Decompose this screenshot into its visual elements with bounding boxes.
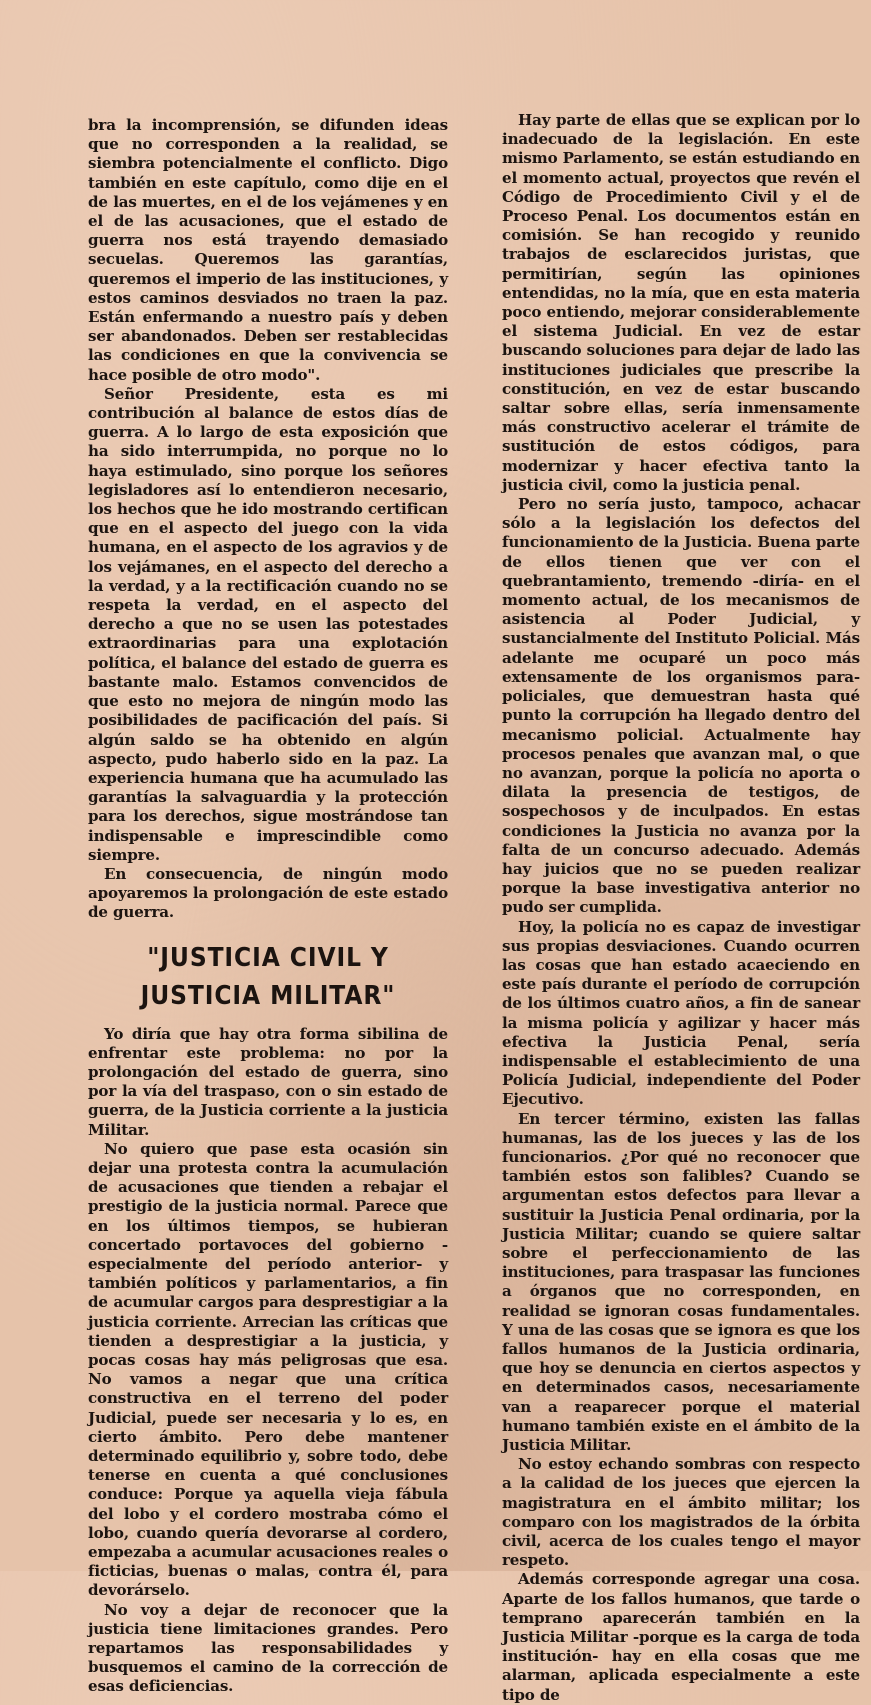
paragraph: bra la incomprensión, se difunden ideas que no corresponden a la realidad, se siembra potencialmente el conflicto. Digo también en este capítulo, como dije en el de las muertes, en el de los vejámenes y en el de las acusaciones, que el estado de guerra nos está trayendo demasiado secuelas. Queremos las garantías, queremos el imperio de las instituciones, y estos caminos desviados no traen la paz. Están enfermando a nuestro país y deben ser abandonados. Deben ser restablecidas las condiciones en que la convivencia se hace posible de otro modo". xyxy=(88,116,448,384)
paragraph: Hoy, la policía no es capaz de investigar sus propias desviaciones. Cuando ocurren las cosas que han estado acaeciendo en este país durante el período de corrupción de los últimos cuatro años, a fin de sanear la misma policía y agilizar y hacer más efectiva la Justicia Penal, sería indispensable el establecimiento de una Policía Judicial, independiente del Poder Ejecutivo. xyxy=(502,917,860,1109)
paragraph: Hay parte de ellas que se explican por lo inadecuado de la legislación. En este mismo Parlamento, se están estudiando en el momento actual, proyectos que revén el Código de Procedimiento Civil y el de Proceso Penal. Los documentos están en comisión. Se han recogido y reunido trabajos de esclarecidos juristas, que permitirían, según las opiniones entendidas, no la mía, que en esta materia poco entiendo, mejorar considerablemente el sistema Judicial. En vez de estar buscando soluciones para dejar de lado las instituciones judiciales que prescribe la constitución, en vez de estar buscando saltar sobre ellas, sería inmensamente más constructivo acelerar el trámite de sustitución de estos códigos, para modernizar y hacer efectiva tanto la justicia civil, como la justicia penal. xyxy=(502,111,860,494)
paragraph: Además corresponde agregar una cosa. Aparte de los fallos humanos, que tarde o temprano aparecerán también en la Justicia Militar -porque es la carga de toda institución- hay en ella cosas que me alarman, aplicada especialmente a este tipo de xyxy=(502,1570,860,1704)
paragraph: No estoy echando sombras con respecto a la calidad de los jueces que ejercen la magistratura en el ámbito militar; los comparo con los magistrados de la órbita civil, acerca de los cuales tengo el mayor respeto. xyxy=(502,1455,860,1570)
paragraph: En consecuencia, de ningún modo apoyaremos la prolongación de este estado de guerra. xyxy=(88,864,448,922)
paragraph: Yo diría que hay otra forma sibilina de enfrentar este problema: no por la prolongación del estado de guerra, sino por la vía del traspaso, con o sin estado de guerra, de la Justicia corriente a la justicia Militar. xyxy=(88,1024,448,1139)
paragraph: No quiero que pase esta ocasión sin dejar una protesta contra la acumulación de acusaciones que tienden a rebajar el prestigio de la justicia normal. Parece que en los últimos tiempos, se hubieran concertado portavoces del gobierno -especialmente del período anterior- y también políticos y parlamentarios, a fin de acumular cargos para desprestigiar a la justicia corriente. Arrecian las críticas que tienden a desprestigiar a la justicia, y pocas cosas hay más peligrosas que esa. No vamos a negar que una crítica constructiva en el terreno del poder Judicial, puede ser necesaria y lo es, en cierto ámbito. Pero debe mantener determinado equilibrio y, sobre todo, debe tenerse en cuenta a qué conclusiones conduce: Porque ya aquella vieja fábula del lobo y el cordero mostraba cómo el lobo, cuando quería devorarse al cordero, empezaba a acumular acusaciones reales o ficticias, buenas o malas, contra él, para devorárselo. xyxy=(88,1139,448,1600)
paragraph: Pero no sería justo, tampoco, achacar sólo a la legislación los defectos del funcionamiento de la Justicia. Buena parte de ellos tienen que ver con el quebrantamiento, tremendo -diría- en el momento actual, de los mecanismos de asistencia al Poder Judicial, y sustancialmente del Instituto Policial. Más adelante me ocuparé un poco más extensamente de los organismos para-policiales, que demuestran hasta qué punto la corrupción ha llegado dentro del mecanismo policial. Actualmente hay procesos penales que avanzan mal, o que no avanzan, porque la policía no aporta o dilata la presencia de testigos, de sospechosos y de inculpados. En estas condiciones la Justicia no avanza por la falta de un concurso adecuado. Además hay juicios que no se pueden realizar porque la base investigativa anterior no pudo ser cumplida. xyxy=(502,495,860,917)
right-column xyxy=(502,111,860,1705)
paragraph: En tercer término, existen las fallas humanas, las de los jueces y las de los funcionarios. ¿Por qué no reconocer que también estos son falibles? Cuando se argumentan estos defectos para llevar a sustituir la Justicia Penal ordinaria, por la Justicia Militar; cuando se quiere saltar sobre el perfeccionamiento de las instituciones, para traspasar las funciones a órganos que no corresponden, en realidad se ignoran cosas fundamentales. Y una de las cosas que se ignora es que los fallos humanos de la Justicia ordinaria, que hoy se denuncia en ciertos aspectos y en determinados casos, necesariamente van a reaparecer porque el material humano también existe en el ámbito de la Justicia Militar. xyxy=(502,1109,860,1455)
paragraph: Señor Presidente, esta es mi contribución al balance de estos días de guerra. A lo largo de esta exposición que ha sido interrumpida, no porque no lo haya estimulado, sino porque los señores legisladores así lo entendieron necesario, los hechos que he ido mostrando certifican que en el aspecto del juego con la vida humana, en el aspecto de los agravios y de los vejámanes, en el aspecto del derecho a la verdad, y a la rectificación cuando no se respeta la verdad, en el aspecto del derecho a que no se usen las potestades extraordinarias para una explotación política, el balance del estado de guerra es bastante malo. Estamos convencidos de que esto no mejora de ningún modo las posibilidades de pacificación del país. Si algún saldo se ha obtenido en algún aspecto, pudo haberlo sido en la paz. La experiencia humana que ha acumulado las garantías la salvaguardia y la protección para los derechos, sigue mostrándose tan indispensable e imprescindible como siempre. xyxy=(88,384,448,864)
paragraph: No voy a dejar de reconocer que la justicia tiene limitaciones grandes. Pero repartamos las responsabilidades y busquemos el camino de la corrección de esas deficiencias. xyxy=(88,1600,448,1696)
left-column xyxy=(88,116,448,1697)
section-heading: "JUSTICIA CIVIL Y JUSTICIA MILITAR" xyxy=(140,942,396,1011)
